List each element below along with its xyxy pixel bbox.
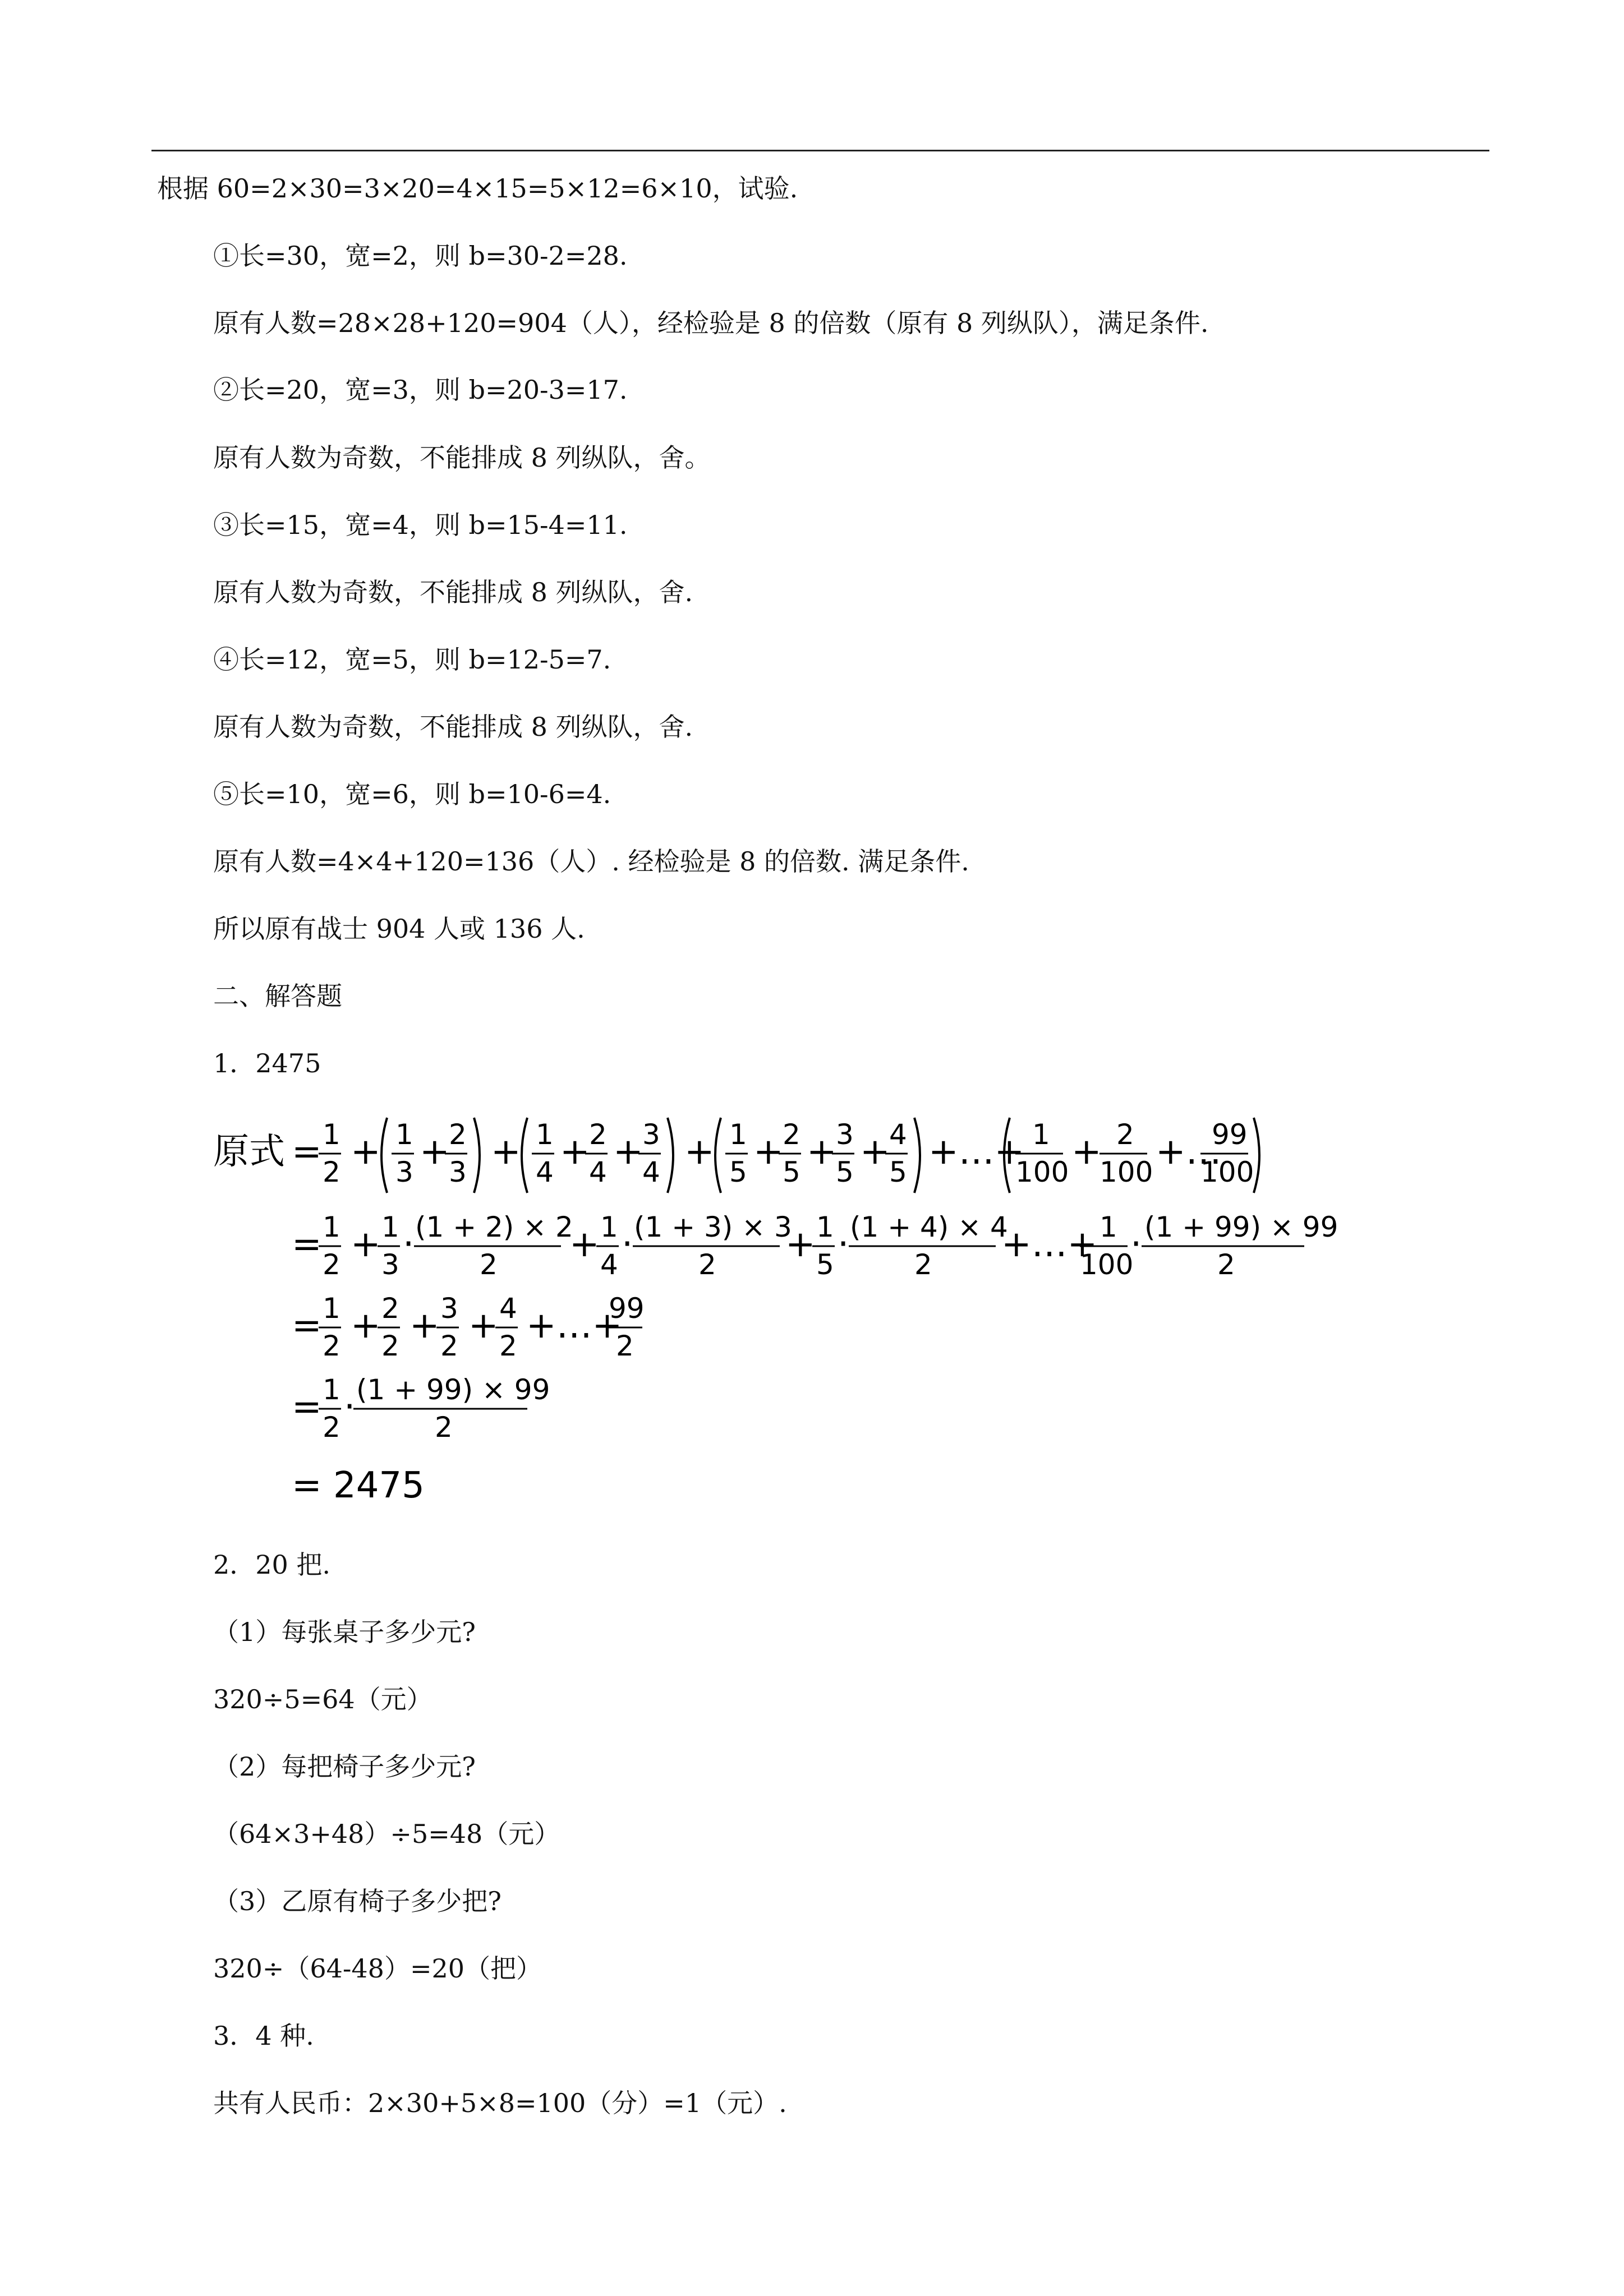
text-line: 原有人数为奇数，不能排成 8 列纵队，舍. bbox=[213, 577, 693, 607]
text-line: （1）每张桌子多少元? bbox=[213, 1617, 476, 1647]
fraction bbox=[436, 1292, 459, 1362]
fraction bbox=[319, 1211, 341, 1281]
svg-text:4: 4 bbox=[642, 1156, 660, 1188]
svg-text:3: 3 bbox=[836, 1118, 854, 1151]
text-line: 原有人数为奇数，不能排成 8 列纵队，舍. bbox=[213, 712, 693, 742]
fraction bbox=[585, 1118, 608, 1188]
svg-text:·: · bbox=[1130, 1224, 1142, 1265]
svg-text:4: 4 bbox=[499, 1292, 517, 1325]
svg-text:3: 3 bbox=[381, 1248, 399, 1281]
fraction bbox=[532, 1118, 554, 1188]
svg-text:+: + bbox=[351, 1224, 381, 1265]
svg-text:4: 4 bbox=[589, 1156, 607, 1188]
svg-text:3: 3 bbox=[395, 1156, 413, 1188]
svg-text:5: 5 bbox=[836, 1156, 854, 1188]
svg-text:1: 1 bbox=[1032, 1118, 1050, 1151]
text-line: 所以原有战士 904 人或 136 人. bbox=[213, 914, 585, 944]
svg-text:2: 2 bbox=[589, 1118, 607, 1151]
svg-text:+: + bbox=[420, 1131, 450, 1173]
text-line: ②长=20，宽=3，则 b=20-3=17. bbox=[213, 375, 628, 405]
svg-text:2: 2 bbox=[499, 1330, 517, 1362]
text-line: 共有人民币：2×30+5×8=100（分）=1（元）. bbox=[213, 2088, 787, 2118]
eq-label: 原式 bbox=[213, 1131, 285, 1173]
svg-text:3: 3 bbox=[642, 1118, 660, 1151]
svg-text:+: + bbox=[613, 1131, 643, 1173]
fraction bbox=[1142, 1211, 1338, 1281]
svg-text:·: · bbox=[403, 1224, 415, 1265]
svg-text:1: 1 bbox=[1099, 1211, 1117, 1243]
svg-text:(1 + 4) × 4: (1 + 4) × 4 bbox=[850, 1211, 1008, 1243]
svg-text:1: 1 bbox=[395, 1118, 413, 1151]
svg-text:1: 1 bbox=[729, 1118, 747, 1151]
eq-result: = 2475 bbox=[292, 1465, 425, 1506]
fraction bbox=[414, 1211, 573, 1281]
svg-text:=: = bbox=[292, 1386, 322, 1428]
text-line: ④长=12，宽=5，则 b=12-5=7. bbox=[213, 644, 611, 675]
svg-text:2: 2 bbox=[914, 1248, 932, 1281]
svg-text:2: 2 bbox=[480, 1248, 498, 1281]
svg-text:1: 1 bbox=[323, 1292, 341, 1325]
paren-right bbox=[474, 1118, 480, 1193]
fraction bbox=[353, 1373, 550, 1444]
svg-text:1: 1 bbox=[323, 1211, 341, 1243]
svg-text:5: 5 bbox=[783, 1156, 801, 1188]
svg-text:3: 3 bbox=[440, 1292, 458, 1325]
svg-text:2: 2 bbox=[323, 1248, 341, 1281]
equation-block bbox=[213, 1113, 1338, 1517]
svg-text:3: 3 bbox=[449, 1156, 467, 1188]
text-line: 原有人数=28×28+120=904（人），经检验是 8 的倍数（原有 8 列纵队），满足条件. bbox=[213, 308, 1209, 338]
svg-text:+: + bbox=[1071, 1131, 1102, 1173]
svg-text:=: = bbox=[292, 1305, 322, 1347]
text-line: 320÷（64-48）=20（把） bbox=[213, 1953, 542, 1984]
fraction bbox=[495, 1292, 518, 1362]
paren-right bbox=[914, 1118, 920, 1193]
fraction bbox=[378, 1292, 400, 1362]
paren-left bbox=[522, 1118, 527, 1193]
svg-text:1: 1 bbox=[323, 1118, 341, 1151]
svg-text:1: 1 bbox=[323, 1373, 341, 1406]
text-line: （3）乙原有椅子多少把? bbox=[213, 1886, 502, 1916]
svg-text:+…+: +…+ bbox=[1001, 1224, 1098, 1265]
fraction bbox=[725, 1118, 748, 1188]
svg-text:=: = bbox=[292, 1131, 322, 1173]
text-line: ⑤长=10，宽=6，则 b=10-6=4. bbox=[213, 779, 611, 809]
svg-text:2: 2 bbox=[1217, 1248, 1235, 1281]
fraction bbox=[319, 1373, 341, 1444]
text-line: 原有人数为奇数，不能排成 8 列纵队，舍。 bbox=[213, 442, 711, 473]
fraction bbox=[378, 1211, 400, 1281]
svg-text:5: 5 bbox=[816, 1248, 834, 1281]
fraction bbox=[812, 1211, 835, 1281]
paren-right bbox=[1254, 1118, 1259, 1193]
svg-text:+: + bbox=[785, 1224, 816, 1265]
svg-text:4: 4 bbox=[889, 1118, 907, 1151]
fraction bbox=[849, 1211, 1008, 1281]
svg-text:+…: +… bbox=[1156, 1131, 1222, 1173]
answer-1: 1．2475 bbox=[213, 1048, 321, 1078]
svg-text:+: + bbox=[491, 1131, 521, 1173]
svg-text:+…+: +…+ bbox=[526, 1305, 623, 1347]
svg-text:1: 1 bbox=[600, 1211, 618, 1243]
svg-text:·: · bbox=[344, 1386, 356, 1428]
svg-text:2: 2 bbox=[616, 1330, 634, 1362]
answer-2: 2．20 把. bbox=[213, 1550, 331, 1580]
svg-text:+: + bbox=[753, 1131, 784, 1173]
svg-text:5: 5 bbox=[889, 1156, 907, 1188]
section-heading: 二、解答题 bbox=[213, 981, 342, 1011]
svg-text:+: + bbox=[351, 1131, 381, 1173]
svg-text:+: + bbox=[569, 1224, 600, 1265]
answer-3: 3．4 种. bbox=[213, 2021, 314, 2051]
svg-text:+: + bbox=[560, 1131, 590, 1173]
svg-text:100: 100 bbox=[1099, 1156, 1153, 1188]
svg-text:=: = bbox=[292, 1224, 322, 1265]
fraction bbox=[885, 1118, 908, 1188]
svg-text:1: 1 bbox=[816, 1211, 834, 1243]
text-line: 320÷5=64（元） bbox=[213, 1684, 433, 1714]
fraction bbox=[1200, 1118, 1254, 1188]
svg-text:4: 4 bbox=[600, 1248, 618, 1281]
text-line: （64×3+48）÷5=48（元） bbox=[213, 1819, 560, 1849]
svg-text:2: 2 bbox=[323, 1411, 341, 1444]
svg-text:·: · bbox=[622, 1224, 633, 1265]
paren-right bbox=[668, 1118, 673, 1193]
svg-text:+…+: +…+ bbox=[928, 1131, 1025, 1173]
svg-text:2: 2 bbox=[435, 1411, 453, 1444]
svg-text:(1 + 2) × 2: (1 + 2) × 2 bbox=[415, 1211, 573, 1243]
svg-text:+: + bbox=[410, 1305, 440, 1347]
svg-text:2: 2 bbox=[698, 1248, 716, 1281]
svg-text:2: 2 bbox=[449, 1118, 467, 1151]
paren-left bbox=[381, 1118, 387, 1193]
svg-text:100: 100 bbox=[1015, 1156, 1069, 1188]
fraction bbox=[445, 1118, 467, 1188]
svg-text:·: · bbox=[838, 1224, 849, 1265]
text-line: 原有人数=4×4+120=136（人）. 经检验是 8 的倍数. 满足条件. bbox=[213, 846, 969, 877]
paren-left bbox=[715, 1118, 721, 1193]
text-line: （2）每把椅子多少元? bbox=[213, 1751, 476, 1782]
svg-text:(1 + 3) × 3: (1 + 3) × 3 bbox=[634, 1211, 792, 1243]
svg-text:5: 5 bbox=[729, 1156, 747, 1188]
svg-text:2: 2 bbox=[381, 1330, 399, 1362]
text-line: 根据 60=2×30=3×20=4×15=5×12=6×10，试验. bbox=[157, 173, 798, 204]
fraction bbox=[606, 1292, 645, 1362]
svg-text:+: + bbox=[684, 1131, 715, 1173]
svg-text:99: 99 bbox=[1212, 1118, 1248, 1151]
svg-text:(1 + 99) × 99: (1 + 99) × 99 bbox=[356, 1373, 550, 1406]
svg-text:2: 2 bbox=[323, 1330, 341, 1362]
header-rule bbox=[151, 150, 1489, 151]
svg-text:100: 100 bbox=[1080, 1248, 1134, 1281]
svg-text:+: + bbox=[807, 1131, 837, 1173]
fraction bbox=[1015, 1118, 1069, 1188]
svg-text:2: 2 bbox=[381, 1292, 399, 1325]
fraction bbox=[319, 1118, 341, 1188]
fraction bbox=[1080, 1211, 1133, 1281]
fraction bbox=[638, 1118, 661, 1188]
svg-text:(1 + 99) × 99: (1 + 99) × 99 bbox=[1144, 1211, 1338, 1243]
fraction bbox=[392, 1118, 414, 1188]
svg-text:2: 2 bbox=[323, 1156, 341, 1188]
svg-text:100: 100 bbox=[1200, 1156, 1254, 1188]
fraction bbox=[1099, 1118, 1153, 1188]
svg-text:1: 1 bbox=[381, 1211, 399, 1243]
svg-text:99: 99 bbox=[609, 1292, 645, 1325]
svg-text:2: 2 bbox=[440, 1330, 458, 1362]
svg-text:+: + bbox=[468, 1305, 499, 1347]
svg-text:2: 2 bbox=[1116, 1118, 1134, 1151]
svg-text:1: 1 bbox=[536, 1118, 554, 1151]
svg-text:+: + bbox=[351, 1305, 381, 1347]
text-line: ①长=30，宽=2，则 b=30-2=28. bbox=[213, 241, 628, 271]
svg-text:+: + bbox=[860, 1131, 890, 1173]
svg-text:4: 4 bbox=[536, 1156, 554, 1188]
svg-text:2: 2 bbox=[783, 1118, 801, 1151]
fraction bbox=[633, 1211, 792, 1281]
text-line: ③长=15，宽=4，则 b=15-4=11. bbox=[213, 510, 628, 540]
fraction bbox=[779, 1118, 801, 1188]
fraction bbox=[832, 1118, 854, 1188]
fraction bbox=[596, 1211, 619, 1281]
fraction bbox=[319, 1292, 341, 1362]
